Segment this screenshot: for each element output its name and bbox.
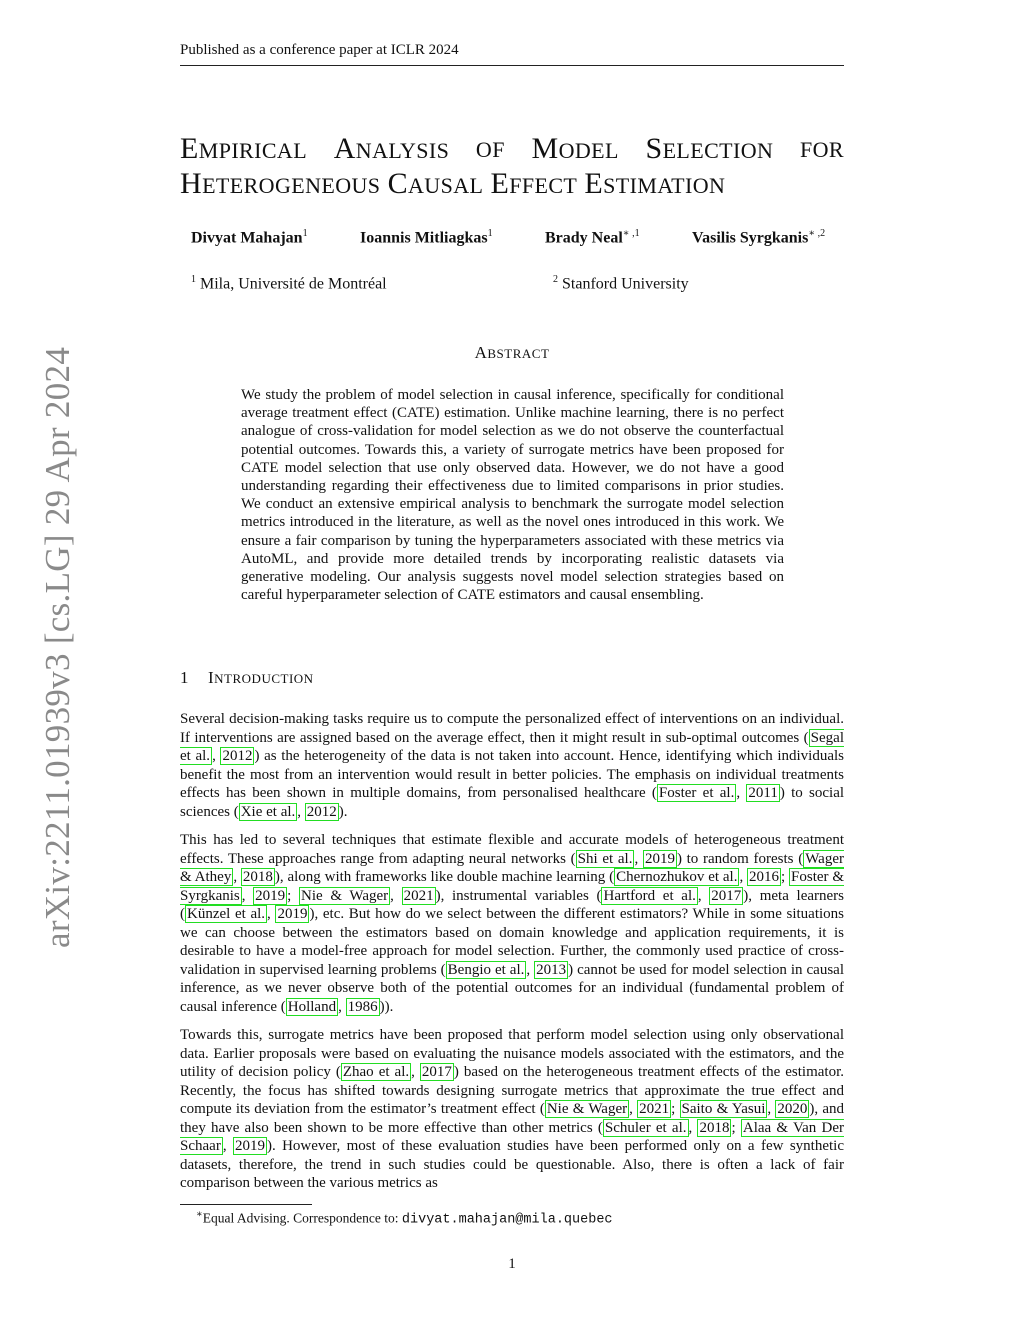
citation-link[interactable]: Wager & Athey [180, 850, 844, 885]
abstract-heading: ABSTRACT [474, 343, 550, 362]
text-run: , [390, 887, 402, 904]
text-run: ; [731, 1119, 741, 1136]
paper-title [180, 132, 844, 202]
text-run: , [688, 1119, 698, 1136]
citation-link[interactable]: 2012 [222, 748, 253, 764]
citation-link[interactable]: Foster et al. [658, 785, 735, 801]
citation-link[interactable]: 2016 [749, 869, 780, 885]
paragraph [180, 710, 844, 821]
text-run: ). [338, 803, 348, 820]
citation-link[interactable]: 2019 [255, 887, 286, 904]
text-run: , [736, 785, 747, 801]
text-run: , [526, 961, 535, 978]
text-run: This has led to several techniques that estimate flexible and accurate models of heterogeneous treatment effects. These approaches range from adapting neural networks ( [180, 832, 844, 867]
text-run: , [411, 1064, 420, 1080]
author: Ioannis Mitliagkas$^1$ [360, 228, 493, 247]
text-run: )). [379, 998, 394, 1015]
text-run: ), etc. But how do we select between the different estimators? While in some situations we can choose between the estimators based on domain knowledge and application requirements, it is desirable to have a model-free approach for model selection. Further, the commonly used practice of cross-validation in supervised learning problems ( [180, 906, 845, 978]
abstract-text: We study the problem of model selection in causal inference, specifically for conditional average treatment effect (CATE) estimation. Unlike machine learning, there is no perfect analogue of cross-validation for model selection as we do not observe the counterfactual potential outcomes. Towards this, a variety of surrogate metrics have been proposed for CATE model selection that use only observed data. However, we do not have a good understanding regarding their effectiveness due to limited comparisons in prior studies. We conduct an extensive empirical analysis to benchmark the surrogate model selection metrics introduced in the literature, as well as the novel ones introduced in this work. We ensure a fair comparison by tuning the hyperparameters associated with these metrics via AutoML, and provide more detailed trends by incorporating realistic datasets via generative modeling. Our analysis suggests novel model selection strategies based on careful hyperparameter selection of CATE estimators and causal ensembling. [241, 387, 784, 604]
author: Divyat Mahajan$^1$ [191, 228, 308, 247]
text-run: , [629, 1101, 638, 1117]
title-word: FOR [799, 137, 844, 162]
text-run: ) to social sciences ( [180, 785, 845, 820]
text-run: , [233, 869, 241, 885]
citation-link[interactable]: Schuler et al. [604, 1119, 687, 1136]
citation-link[interactable]: Saito & Yasui [681, 1101, 766, 1117]
title-line-1 [180, 132, 844, 167]
citation-link[interactable]: Shi et al. [577, 850, 633, 867]
citation-link[interactable]: 2019 [234, 1138, 265, 1154]
citation-link[interactable]: Segal et al. [180, 729, 844, 764]
citation-link[interactable]: Foster & Syrgkanis [180, 869, 845, 904]
title-word: SELECTION [645, 132, 774, 165]
footnote: ∗Equal Advising. Correspondence to: divyat.mahajan@mila.quebec [196, 1209, 613, 1228]
citation-link[interactable]: 2011 [748, 785, 778, 801]
footnote-rule [180, 1204, 312, 1205]
title-word: EFFECT [490, 167, 578, 200]
text-run: ; [781, 869, 790, 885]
citation-link[interactable]: Alaa & Van Der Schaar [180, 1119, 844, 1154]
page-number: 1 [508, 1256, 516, 1272]
arxiv-stamp-text: arXiv:2211.01939v3 [cs.LG] 29 Apr 2024 [38, 346, 77, 948]
text-run: , [241, 887, 254, 904]
introduction-body [180, 710, 844, 1203]
text-run: ) to random forests ( [676, 850, 804, 867]
text-run: , [739, 869, 748, 885]
title-word: CAUSAL [387, 167, 484, 200]
text-run: ). However, most of these evaluation studies have been performed only on a few synthetic datasets, therefore, the trend in such studies could be questionable. Also, there is often a lack of fair comparison between the various metrics as [180, 1138, 844, 1191]
citation-link[interactable]: Chernozhukov et al. [616, 869, 738, 885]
citation-link[interactable]: 2012 [306, 803, 337, 820]
citation-link[interactable]: Nie & Wager [301, 887, 389, 904]
text-run: ) as the heterogeneity of the data is not taken into account. Hence, identifying which individuals benefit the most from an intervention would result in better policies. The emphasis on individual treatments effects has been shown in multiple domains, from personalised healthcare ( [180, 748, 845, 801]
citation-link[interactable]: Hartford et al. [603, 887, 696, 904]
citation-link[interactable]: 2019 [644, 850, 675, 867]
citation-link[interactable]: 2019 [277, 906, 308, 922]
title-word: HETEROGENEOUS [180, 167, 381, 200]
section-heading-introduction: 1 INTRODUCTION [180, 668, 314, 687]
text-run: , [697, 887, 710, 904]
citation-link[interactable]: 2013 [536, 961, 567, 978]
text-run: ) cannot be used for model selection in causal inference, as we never observe both of the potential outcomes for an individual (fundamental problem of causal inference ( [180, 961, 844, 1015]
citation-link[interactable]: Zhao et al. [342, 1064, 410, 1080]
text-run: Towards this, surrogate metrics have been proposed that perform model selection using only observational data. Earlier proposals were based on evaluating the nuisance models associated with the estimators, and the utility of decision policy ( [180, 1027, 844, 1080]
citation-link[interactable]: Bengio et al. [447, 961, 525, 978]
text-run: ), and they have also been shown to be more effective than other metrics ( [180, 1101, 845, 1136]
venue-text: Published as a conference paper at ICLR 2024 [180, 42, 459, 58]
title-word: OF [475, 137, 505, 162]
citation-link[interactable]: 2020 [777, 1101, 808, 1117]
citation-link[interactable]: 2018 [242, 869, 273, 885]
text-run: ; [671, 1101, 680, 1117]
paragraph [180, 1026, 844, 1193]
title-word: MODEL [531, 132, 619, 165]
citation-link[interactable]: 2017 [711, 887, 742, 904]
citation-link[interactable]: Holland [287, 998, 337, 1015]
text-run: ) based on the heterogeneous treatment effects of the estimator. Recently, the focus has shifted towards designing surrogate metrics that approximate the true effect and compute its deviation from the estimator’s treatment effect ( [180, 1064, 844, 1117]
text-run: Several decision-making tasks require us to compute the personalized effect of interventions on an individual. If interventions are assigned based on the average effect, then it might result in sub-optimal outcomes ( [180, 711, 844, 746]
running-header [180, 42, 844, 66]
text-run: , [634, 850, 643, 867]
citation-link[interactable]: 1986 [347, 998, 378, 1015]
citation-link[interactable]: 2017 [421, 1064, 452, 1080]
text-run: ), meta learners ( [180, 887, 845, 922]
paragraph [180, 831, 844, 1016]
text-run: , [222, 1138, 233, 1154]
text-run: ), along with frameworks like double machine learning ( [274, 869, 615, 885]
citation-link[interactable]: 2021 [639, 1101, 670, 1117]
text-run: , [297, 803, 305, 820]
text-run: ; [287, 887, 299, 904]
text-run: , [212, 748, 221, 764]
text-run: ), instrumental variables ( [435, 887, 602, 904]
text-run: , [767, 1101, 776, 1117]
title-word: ANALYSIS [333, 132, 450, 165]
citation-link[interactable]: Xie et al. [240, 803, 296, 820]
text-run: , [338, 998, 346, 1015]
citation-link[interactable]: Künzel et al. [187, 906, 266, 922]
text-run: , [267, 906, 276, 922]
affiliation: $^2$ Stanford University [553, 274, 689, 293]
title-word: EMPIRICAL [180, 132, 308, 165]
title-line-2 [180, 167, 844, 202]
citation-link[interactable]: Nie & Wager [546, 1101, 628, 1117]
title-word: ESTIMATION [584, 167, 726, 200]
citation-link[interactable]: 2018 [699, 1119, 730, 1136]
arxiv-stamp [32, 346, 77, 948]
affiliation: $^1$ Mila, Université de Montréal [191, 274, 387, 293]
citation-link[interactable]: 2021 [403, 887, 434, 904]
author: Vasilis Syrgkanis$^{∗ ,2}$ [692, 228, 826, 247]
author: Brady Neal$^{∗ ,1}$ [545, 228, 640, 247]
correspondence-email[interactable]: divyat.mahajan@mila.quebec [401, 1212, 613, 1228]
